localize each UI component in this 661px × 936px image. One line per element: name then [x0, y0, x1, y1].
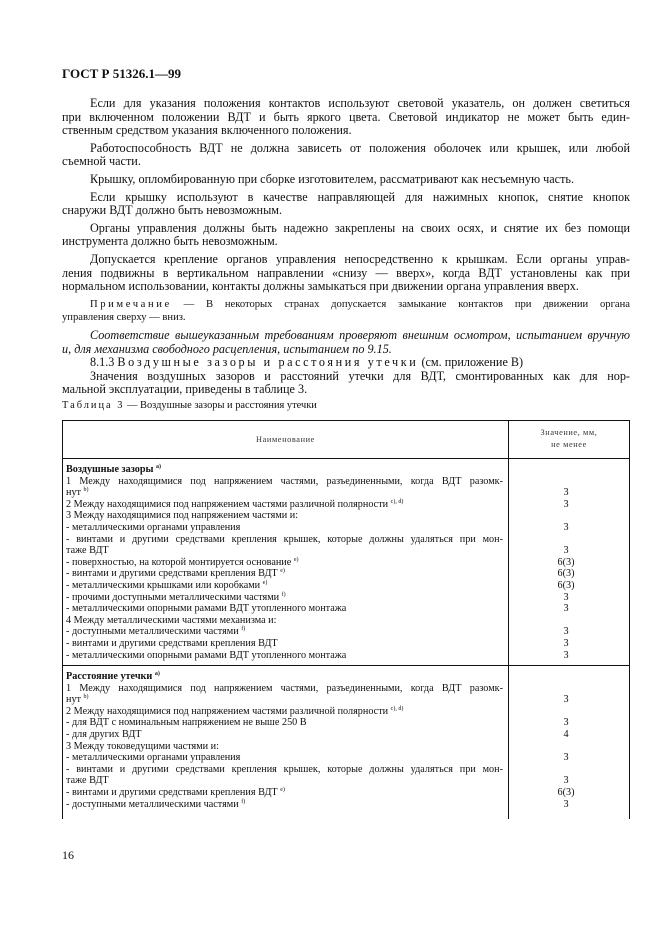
table-row	[63, 706, 629, 718]
footnote-ref: c), d)	[390, 705, 404, 712]
row-value	[503, 683, 629, 695]
line-text: съемной части.	[62, 154, 141, 169]
footnote-ref: f)	[241, 798, 246, 805]
row-value: 3	[563, 626, 569, 638]
row-value	[503, 476, 629, 488]
table-row	[63, 557, 629, 569]
row-value: 3	[563, 752, 569, 764]
row-name	[63, 787, 503, 799]
paragraph-line	[62, 173, 630, 187]
row-value: 3	[563, 521, 569, 533]
line-text: Допускается крепление органов управления непосредственно к крышкам. Если органы управ-	[90, 251, 630, 266]
row-value: 6(3)	[557, 556, 575, 568]
table-row	[63, 764, 629, 776]
table-row	[63, 787, 629, 799]
row-name	[63, 799, 503, 811]
table-header	[63, 421, 629, 459]
row-value: 3	[563, 649, 569, 661]
row-name-text: таже ВДТ	[66, 545, 109, 557]
table-row	[63, 626, 629, 638]
footnote-ref: e)	[262, 579, 268, 586]
row-name-text: 2 Между находящимися под напряжением частями различной полярности	[66, 705, 389, 717]
paragraph	[62, 173, 630, 187]
table-section	[63, 666, 629, 814]
row-value: 3	[563, 487, 569, 499]
row-name	[63, 775, 503, 787]
paragraph-line	[62, 253, 630, 267]
column-header-value-line: Значение, мм,	[540, 428, 598, 437]
row-name	[63, 603, 503, 615]
line-text: Крышку, опломбированную при сборке изготовителем, рассматривают как несъемную часть.	[90, 171, 575, 186]
row-name	[63, 580, 503, 592]
row-name	[63, 741, 503, 753]
row-name	[63, 752, 503, 764]
row-name	[63, 522, 503, 534]
row-name-text: 3 Между токоведущими частями и:	[66, 740, 219, 752]
row-value: 6(3)	[557, 579, 575, 591]
paragraph	[62, 329, 630, 356]
row-name-text: - прочими доступными металлическими частями	[66, 591, 280, 603]
footnote-ref: f)	[241, 626, 246, 633]
column-header-value	[509, 427, 629, 451]
table-row	[63, 671, 629, 683]
row-name	[63, 717, 503, 729]
line-text: мальной эксплуатации, приведены в таблице 3.	[62, 382, 308, 397]
row-value: 3	[563, 498, 569, 510]
paragraph	[62, 222, 630, 249]
row-name-text: 4 Между металлическими частями механизма и:	[66, 614, 277, 626]
row-name-text: - для ВДТ с номинальным напряжением не выше 250 В	[66, 717, 307, 729]
paragraph-line	[62, 124, 630, 138]
table-row	[63, 775, 629, 787]
paragraph-line	[62, 298, 630, 312]
row-name-text: - доступными металлическими частями	[66, 626, 239, 638]
table-row	[63, 638, 629, 650]
row-name	[63, 534, 503, 546]
paragraph	[62, 142, 630, 169]
row-name	[63, 499, 503, 511]
footnote-ref: c), d)	[390, 498, 404, 505]
table-caption-label: Таблица 3	[62, 400, 125, 411]
paragraph-line	[62, 235, 630, 249]
row-value	[503, 464, 629, 476]
column-header-name: Наименование	[256, 435, 315, 444]
row-name	[63, 764, 503, 776]
row-name-text: - винтами и другими средствами крепления ВДТ	[66, 568, 278, 580]
table-row	[63, 499, 629, 511]
line-text: Органы управления должны быть надежно закреплены на своих осях, и снятие их без помощи	[90, 220, 630, 235]
row-name-text: - металлическими опорными рамами ВДТ утопленного монтажа	[66, 649, 347, 661]
row-name-text: - металлическими опорными рамами ВДТ утопленного монтажа	[66, 603, 347, 615]
table-row	[63, 510, 629, 522]
section-heading: Воздушные зазоры и расстояния утечки	[117, 355, 419, 370]
row-name-text: - для других ВДТ	[66, 729, 142, 741]
row-value	[503, 671, 629, 683]
line-text: Значения воздушных зазоров и расстояний утечки для ВДТ, смонтированных как для нор-	[90, 368, 630, 383]
line-text: Работоспособность ВДТ не должна зависеть от положения оболочек или крышек, или любой	[90, 140, 630, 155]
row-name-text: нут	[66, 694, 81, 706]
row-name	[63, 671, 503, 683]
footnote-ref: e)	[280, 787, 285, 794]
row-name	[63, 683, 503, 695]
footnote-ref: b)	[83, 487, 89, 494]
paragraph-line	[62, 191, 630, 205]
row-value: 3	[563, 591, 569, 603]
paragraph-line	[62, 111, 630, 125]
row-name-text: - винтами и другими средствами крепления крышек, которые должны удаляться при мон-	[66, 763, 503, 775]
note-label: Примечание	[90, 298, 172, 310]
line-text: управления сверху — вниз.	[62, 312, 186, 324]
table-row	[63, 464, 629, 476]
row-name-text: 3 Между находящимися под напряжением частями и:	[66, 510, 299, 522]
footnote-ref: a)	[156, 464, 162, 470]
paragraph-line	[62, 222, 630, 236]
paragraph-line	[62, 267, 630, 281]
row-name	[63, 557, 503, 569]
row-name	[63, 638, 503, 650]
table-row	[63, 729, 629, 741]
footnote-ref: b)	[83, 694, 89, 701]
paragraph	[62, 253, 630, 294]
row-value: 3	[563, 637, 569, 649]
page-number: 16	[62, 848, 74, 862]
row-value: 3	[563, 798, 569, 810]
line-text: — В некоторых странах допускается замыкание контактов при движении органа	[171, 298, 630, 310]
line-text: при включенном положении ВДТ и быть яркого цвета. Световой индикатор не может быть един-	[62, 109, 630, 124]
table-row	[63, 568, 629, 580]
table-row	[63, 545, 629, 557]
row-value	[503, 764, 629, 776]
row-name	[63, 545, 503, 557]
table-row	[63, 615, 629, 627]
paragraph-line	[62, 311, 630, 325]
paragraph	[62, 97, 630, 138]
paragraph-line	[62, 343, 630, 357]
row-name-text: 1 Между находящимися под напряжением частями, разъединенными, когда ВДТ разомк-	[66, 475, 503, 487]
row-name	[63, 568, 503, 580]
row-name	[63, 476, 503, 488]
table-row	[63, 487, 629, 499]
line-text: (см. приложение В)	[418, 355, 524, 370]
table-row	[63, 476, 629, 488]
row-value	[503, 741, 629, 753]
row-value	[503, 706, 629, 718]
line-text: Если крышку используют в качестве направляющей для нажимных кнопок, снятие кнопок	[90, 189, 630, 204]
line-text: и, для механизма свободного расцепления, испытанием по 9.15.	[62, 341, 392, 356]
row-name-text: Расстояние утечки	[66, 671, 153, 683]
row-value: 4	[563, 729, 569, 741]
paragraph-line	[62, 155, 630, 169]
row-name-text: - винтами и другими средствами крепления ВДТ	[66, 637, 278, 649]
row-name-text: таже ВДТ	[66, 775, 109, 787]
line-text: инструмента должно быть невозможным.	[62, 234, 278, 249]
table-row	[63, 717, 629, 729]
table-row	[63, 694, 629, 706]
table-row	[63, 603, 629, 615]
document-body	[62, 93, 630, 397]
table-row	[63, 522, 629, 534]
table-caption-text: — Воздушные зазоры и расстояния утечки	[124, 400, 317, 411]
table-caption	[62, 400, 317, 411]
row-name	[63, 487, 503, 499]
document-header-title: ГОСТ Р 51326.1—99	[62, 66, 181, 81]
row-name-text: - доступными металлическими частями	[66, 798, 239, 810]
line-text: ственным средством указания включенного положения.	[62, 123, 352, 138]
row-value: 3	[563, 545, 569, 557]
row-value	[503, 510, 629, 522]
line-text: Если для указания положения контактов используют световой указатель, он должен светиться	[90, 96, 630, 110]
row-value: 3	[563, 603, 569, 615]
row-value	[503, 615, 629, 627]
paragraph-line	[62, 142, 630, 156]
table-row	[63, 534, 629, 546]
table-row	[63, 799, 629, 811]
table-row	[63, 592, 629, 604]
table-body	[63, 459, 629, 814]
table-row	[63, 580, 629, 592]
row-name-text: - винтами и другими средствами крепления ВДТ	[66, 787, 278, 799]
row-value: 3	[563, 694, 569, 706]
paragraph	[62, 370, 630, 397]
row-name-text: 2 Между находящимися под напряжением частями различной полярности	[66, 498, 389, 510]
row-value: 3	[563, 717, 569, 729]
footnote-ref: e)	[280, 568, 285, 575]
paragraph-line	[62, 97, 630, 111]
line-text: нормальном использовании, контакты должны замыкаться при движении органа управления вверх.	[62, 279, 579, 294]
paragraph	[62, 356, 630, 370]
row-name	[63, 729, 503, 741]
row-name	[63, 706, 503, 718]
row-name	[63, 626, 503, 638]
row-name	[63, 510, 503, 522]
table-row	[63, 650, 629, 662]
table-row	[63, 752, 629, 764]
line-text: снаружи ВДТ должно быть невозможным.	[62, 203, 283, 218]
clearance-table	[62, 420, 630, 819]
row-value	[503, 534, 629, 546]
footnote-ref: a)	[154, 671, 160, 678]
row-name-text: - металлическими органами управления	[66, 752, 241, 764]
row-name	[63, 694, 503, 706]
row-name-text: Воздушные зазоры	[66, 464, 154, 475]
row-value: 6(3)	[557, 568, 575, 580]
row-name	[63, 650, 503, 662]
paragraph-line	[62, 383, 630, 397]
paragraph-line	[62, 329, 630, 343]
row-name-text: - металлическими крышками или коробками	[66, 579, 261, 591]
row-name	[63, 615, 503, 627]
section-number: 8.1.3	[90, 355, 118, 370]
row-name-text: 1 Между находящимися под напряжением частями, разъединенными, когда ВДТ разомк-	[66, 682, 503, 694]
paragraph	[62, 191, 630, 218]
table-section	[63, 459, 629, 666]
row-value: 3	[563, 775, 569, 787]
footnote-ref: e)	[293, 556, 299, 563]
table-row	[63, 741, 629, 753]
line-text: ления подвижны в вертикальном направлении «снизу — вверх», когда ВДТ установлены как при	[62, 265, 630, 280]
paragraph-line	[62, 204, 630, 218]
paragraph	[62, 298, 630, 325]
paragraph-line	[62, 370, 630, 384]
paragraph-line	[62, 356, 630, 370]
column-header-value-line: не менее	[551, 440, 587, 449]
footnote-ref: f)	[281, 591, 286, 598]
row-name-text: нут	[66, 487, 81, 499]
row-name	[63, 592, 503, 604]
line-text: Соответствие вышеуказанным требованиям проверяют внешним осмотром, испытанием вручную	[90, 327, 630, 342]
row-name-text: - поверхностью, на которой монтируется основание	[66, 556, 292, 568]
row-name-text: - металлическими органами управления	[66, 521, 241, 533]
row-value: 6(3)	[557, 787, 575, 799]
paragraph-line	[62, 280, 630, 294]
table-row	[63, 683, 629, 695]
row-name	[63, 464, 503, 476]
row-name-text: - винтами и другими средствами крепления крышек, которые должны удаляться при мон-	[66, 533, 503, 545]
